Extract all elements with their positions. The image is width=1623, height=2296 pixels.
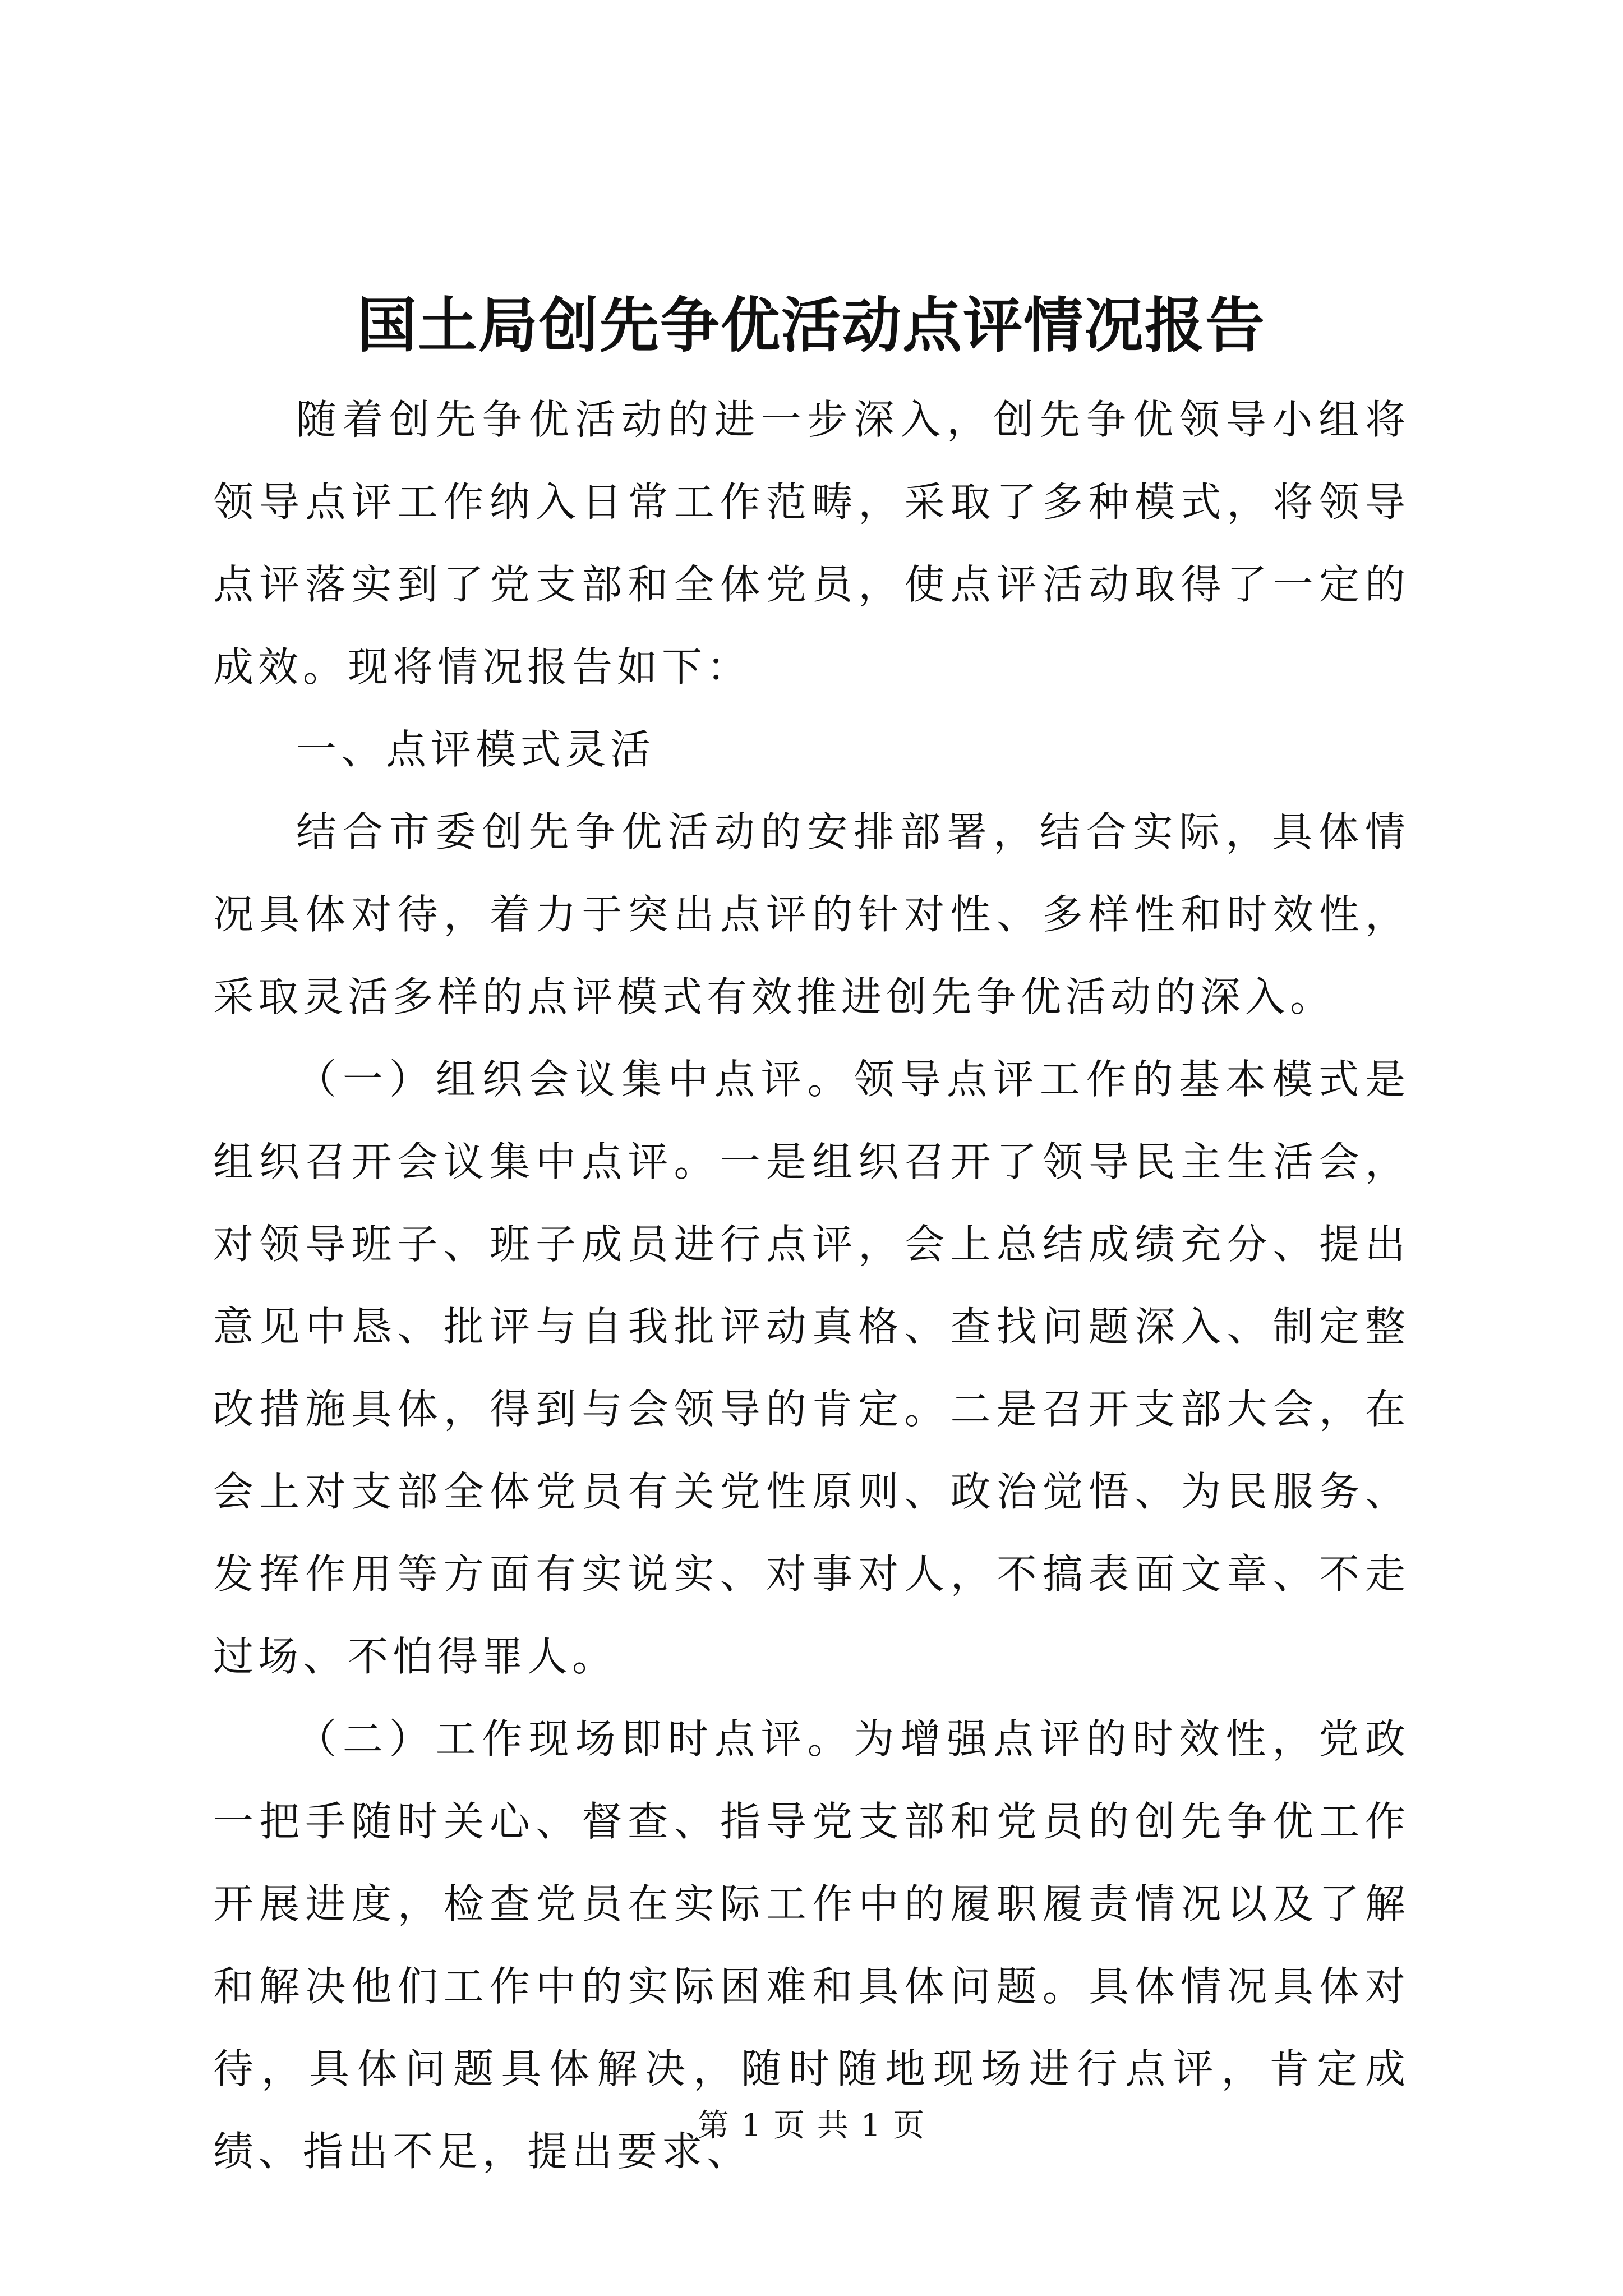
paragraph-section-1: 结合市委创先争优活动的安排部署，结合实际，具体情况具体对待，着力于突出点评的针对性、多样性和时效性，采取灵活多样的点评模式有效推进创先争优活动的深入。 [213,808,1410,1020]
paragraph-subsection-1: （一）组织会议集中点评。领导点评工作的基本模式是组织召开会议集中点评。一是组织召开了领导民主生活会，对领导班子、班子成员进行点评，会上总结成绩充分、提出意见中恳、批评与自我批评动真格、查找问题深入、制定整改措施具体，得到与会领导的肯定。二是召开支部大会，在会上对支部全体党员有关党性原则、政治觉悟、为民服务、发挥作用等方面有实说实、对事对人，不搞表面文章、不走过场、不怕得罪人。 [213,1056,1410,1680]
document-body [213,379,1410,2193]
document-title: 国土局创先争优活动点评情况报告 [357,290,1266,360]
paragraph-subsection-2: （二）工作现场即时点评。为增强点评的时效性，党政一把手随时关心、督查、指导党支部和党员的创先争优工作开展进度，检查党员在实际工作中的履职履责情况以及了解和解决他们工作中的实际困难和具体问题。具体情况具体对待，具体问题具体解决，随时随地现场进行点评，肯定成绩、指出不足，提出要求、 [213,1715,1410,2175]
page-footer: 第 1 页 共 1 页 [697,2108,926,2144]
section-heading-1: 一、点评模式灵活 [296,726,656,773]
paragraph-intro: 随着创先争优活动的进一步深入，创先争优领导小组将领导点评工作纳入日常工作范畴，采取了多种模式，将领导点评落实到了党支部和全体党员，使点评活动取得了一定的成效。现将情况报告如下： [213,396,1410,691]
